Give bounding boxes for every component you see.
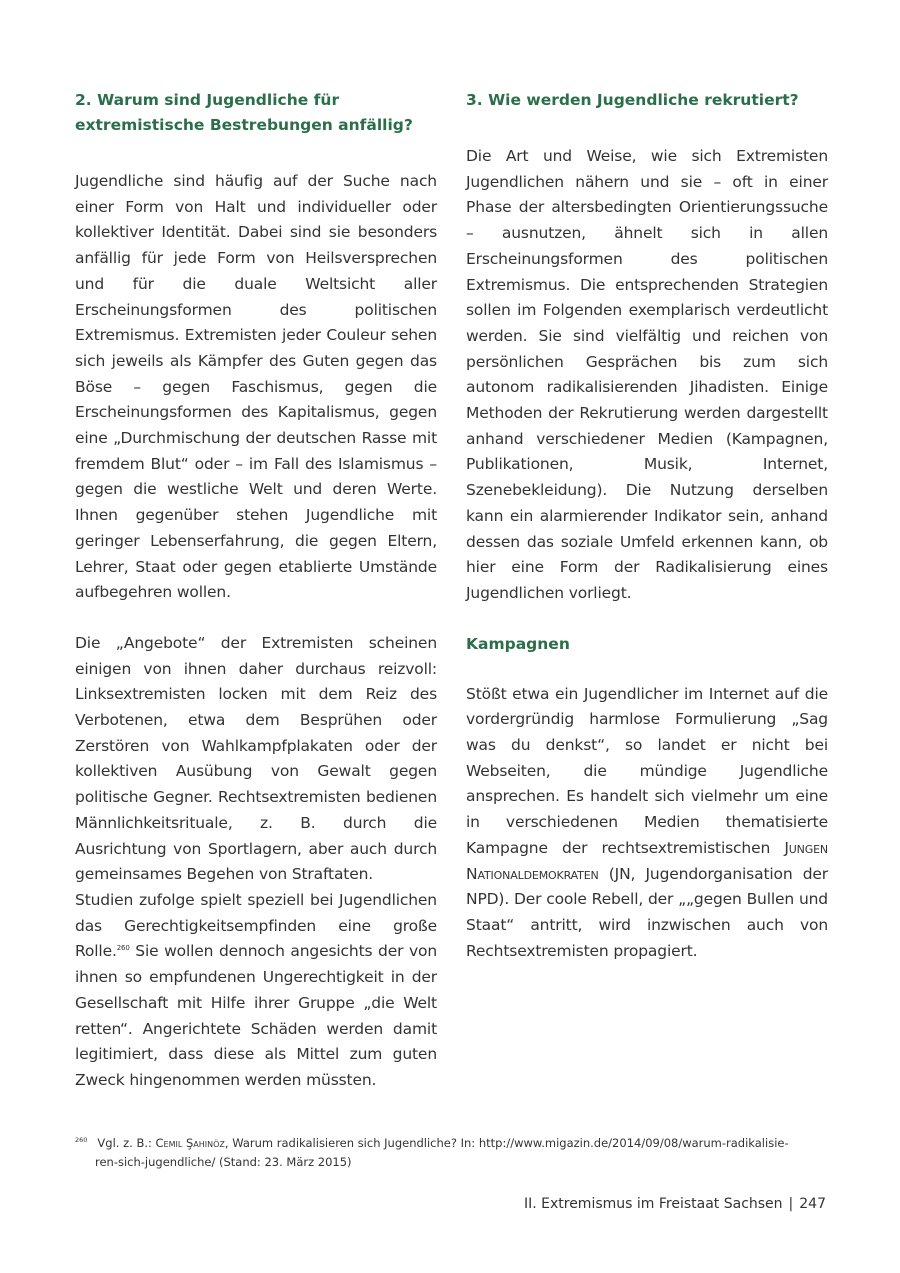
page-number: 247 <box>799 1196 826 1212</box>
paragraph-text: (JN, Jugendorganisation der NPD). Der coole Rebell, der „„gegen Bullen und Staat“ antritt, wird inzwischen auch von Rechtsextremisten propagiert. <box>466 864 828 960</box>
footnote-line <box>75 1131 835 1153</box>
footnote-text[interactable]: , Warum radikalisieren sich Jugendliche? In: http://www.migazin.de/2014/09/08/warum-radikalisie- <box>224 1136 789 1150</box>
footer-section-title: II. Extremismus im Freistaat Sachsen <box>523 1196 783 1212</box>
paragraph-text: Sie wollen dennoch angesichts der von ihnen so empfundenen Ungerechtigkeit in der Gesellschaft mit Hilfe ihrer Gruppe „die Welt retten“. Angerichtete Schäden werden damit legitimiert, dass diese als Mittel zum guten Zweck hingenommen werden müssten. <box>75 942 437 1089</box>
footnote-line[interactable]: ren-sich-jugendliche/ (Stand: 23. März 2015) <box>95 1155 352 1169</box>
section-heading-3: 3. Wie werden Jugendliche rekrutiert? <box>466 91 799 109</box>
footnote-prefix: Vgl. z. B.: <box>97 1136 156 1150</box>
body-paragraph: Die Art und Weise, wie sich Extremisten Jugendlichen nähern und sie – oft in einer Phase der altersbedingten Orientierungssuche – ausnutzen, ähnelt sich in allen Erscheinungsformen des politischen Extremismus. Die entsprechenden Strategien sollen im Folgenden exemplarisch verdeutlicht werden. Sie sind vielfältig und reichen von persönlichen Gesprächen bis zum sich autonom radikalisierenden Jihadisten. Einige Methoden der Rekrutierung werden dargestellt anhand verschiedener Medien (Kampagnen, Publikationen, Musik, Internet, Szenebekleidung). Die Nutzung derselben kann ein alarmierender Indikator sein, anhand dessen das soziale Umfeld erkennen kann, ob hier eine Form der Radikalisierung eines Jugendlichen vorliegt. <box>466 147 828 602</box>
footer-separator: | <box>788 1196 794 1212</box>
footnote-author: Cemil Şahinöz <box>155 1136 225 1150</box>
body-paragraph: Die „Angebote“ der Extremisten scheinen einigen von ihnen daher durchaus reizvoll: Linksextremisten locken mit dem Reiz des Verbotenen, etwa dem Besprühen oder Zerstören von Wahlkampfplakaten oder der kollektiven Ausübung von Gewalt gegen politische Gegner. Rechtsextremisten bedienen Männlichkeitsrituale, z. B. durch die Ausrichtung von Sportlagern, aber auch durch gemeinsames Begehen von Straftaten. <box>75 633 437 884</box>
footnote-number: 260 <box>75 1136 88 1144</box>
footnote <box>75 1131 835 1172</box>
page-footer <box>524 1196 826 1212</box>
left-column <box>75 88 437 1094</box>
body-paragraph <box>75 888 437 1094</box>
body-paragraph: Jugendliche sind häufig auf der Suche nach einer Form von Halt und individueller oder kollektiver Identität. Dabei sind sie besonders anfällig für jede Form von Heilsversprechen und für die duale Weltsicht aller Erscheinungsformen des politischen Extremismus. Extremisten jeder Couleur sehen sich jeweils als Kämpfer des Guten gegen das Böse – gegen Faschismus, gegen die Erscheinungsformen des Kapitalismus, gegen eine „Durchmischung der deutschen Rasse mit fremdem Blut“ oder – im Fall des Islamismus – gegen die westliche Welt und deren Werte. Ihnen gegenüber stehen Jugendliche mit geringer Lebenserfahrung, die gegen Eltern, Lehrer, Staat oder gegen etablierte Umstände aufbegehren wollen. <box>75 172 437 602</box>
footnote-reference[interactable]: 260 <box>116 944 130 953</box>
body-paragraph <box>466 682 828 965</box>
subheading-kampagnen: Kampagnen <box>466 634 570 653</box>
right-column <box>466 88 828 964</box>
paragraph-text: Stößt etwa ein Jugendlicher im Internet auf die vordergründig harmlose Formulierung „Sag was du denkst“, so landet er nicht bei Webseiten, die mündige Jugendliche ansprechen. Es handelt sich vielmehr um eine in verschiedenen Medien thematisierte Kampagne der rechtsextremistischen <box>466 684 828 857</box>
paragraph-text: Studien zufolge spielt speziell bei Jugendlichen das Gerechtigkeitsempfinden eine große Rolle. <box>75 890 437 961</box>
organization-name: Jungen Nationaldemokraten <box>466 838 828 883</box>
section-heading-2: 2. Warum sind Jugendliche für extremistische Bestrebungen anfällig? <box>75 91 413 134</box>
